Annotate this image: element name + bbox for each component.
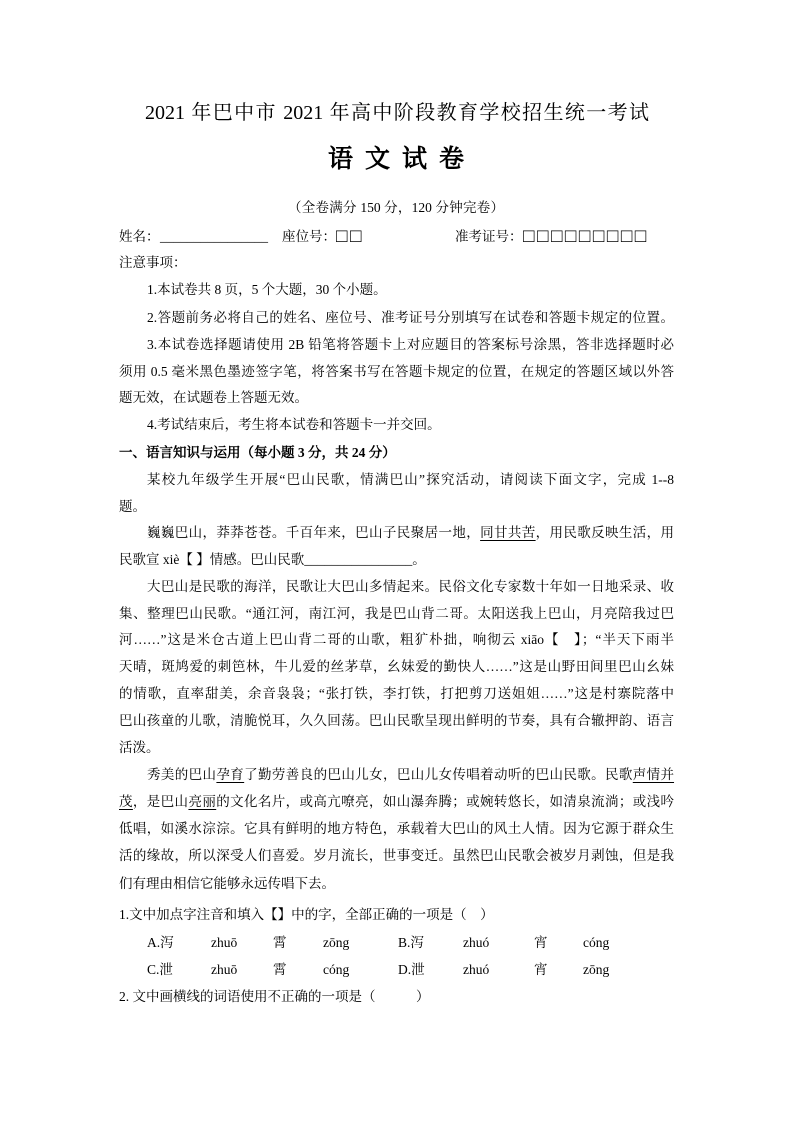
option-c-pinyin-2: cóng (323, 962, 350, 977)
question-1-options-row-1 (0, 933, 794, 953)
notice-line-1: 1.本试卷共 8 页，5 个大题，30 个小题。 (147, 282, 387, 297)
option-b-pinyin-1: zhuó (463, 935, 490, 950)
passage-p3-line-3: 低唱，如溪水淙淙。它具有鲜明的地方特色，承载着大巴山的风土人情。因为它源于群众生 (119, 821, 674, 836)
option-a-char: 霄 (273, 935, 287, 950)
passage-p2-line-3: 河……”这是米仓古道上巴山背二哥的山歌，粗犷朴拙，响彻云 xiāo【 】；“半天下雨半 (119, 632, 674, 647)
underlined-phrase: 茂 (119, 794, 133, 809)
passage-p2-line-7: 活泼。 (119, 740, 160, 755)
line-text: 秀美的巴山 (147, 767, 217, 782)
seat-label: 座位号： (282, 229, 336, 244)
question-2-stem: 2. 文中画横线的词语使用不正确的一项是（ ） (119, 989, 430, 1004)
option-d-pinyin-2: zōng (583, 962, 610, 977)
question-1-stem: 1.文中加点字注音和填入【】中的字，全部正确的一项是（ ） (119, 907, 494, 922)
passage-p3-line-5: 们有理由相信它能够永远传唱下去。 (119, 876, 335, 891)
option-c-pinyin-1: zhuō (211, 962, 238, 977)
notice-line-4: 须用 0.5 毫米黑色墨迹签字笔，将答案书写在答题卡规定的位置，在规定的答题区域以外答 (119, 364, 674, 379)
line-text: ，用民歌反映生活，用 (535, 525, 675, 540)
option-a-pinyin-2: zōng (323, 935, 350, 950)
underlined-phrase: 同甘共苦 (480, 525, 536, 540)
option-c-label: C.泄 (147, 962, 173, 977)
underlined-phrase: 亮丽 (188, 794, 217, 809)
passage-p2-line-5: 的情歌，直率甜美，余音袅袅；“张打铁，李打铁，打把剪刀送姐姐……”这是村寨院落中 (119, 686, 674, 701)
option-c-char: 霄 (273, 962, 287, 977)
notice-line-3: 3.本试卷选择题请使用 2B 铅笔将答题卡上对应题目的答案标号涂黑，答非选择题时必 (147, 337, 674, 352)
passage-p3-line-2 (119, 792, 674, 812)
option-d-label: D.泄 (398, 962, 425, 977)
option-b-label: B.泻 (398, 935, 424, 950)
line-text: 民歌宣 xiè【 】情感。巴山民歌 (119, 552, 305, 567)
seat-boxes: □□ (336, 226, 364, 247)
passage-p2-line-4: 天晴，斑鸠爱的刺笆林，牛儿爱的丝茅草，幺妹爱的勤快人……”这是山野田间里巴山幺妹 (119, 659, 674, 674)
question-1-options-row-2 (0, 960, 794, 980)
exam-number-label: 准考证号： (455, 229, 523, 244)
exam-number-boxes: □□□□□□□□□ (523, 226, 649, 247)
option-d-pinyin-1: zhuó (463, 962, 490, 977)
name-label: 姓名： (119, 229, 160, 244)
option-b-pinyin-2: cóng (583, 935, 610, 950)
notice-line-2: 2.答题前务必将自己的姓名、座位号、准考证号分别填写在试卷和答题卡规定的位置。 (147, 310, 674, 325)
underlined-phrase: 声情并 (632, 767, 675, 782)
passage-intro-line-2: 题。 (119, 499, 146, 514)
exam-subtitle: （全卷满分 150 分，120 分钟完卷） (288, 200, 504, 215)
passage-p3-line-4: 活的缘故，所以深受人们喜爱。岁月流长，世事变迁。虽然巴山民歌会被岁月剥蚀，但是我 (119, 848, 674, 863)
line-text: ，是巴山 (132, 794, 189, 809)
option-a-label: A.泻 (147, 935, 174, 950)
option-d-char: 宵 (534, 962, 548, 977)
fill-in-blank: ________________ (304, 552, 413, 567)
underlined-phrase: 孕育 (216, 767, 245, 782)
notice-line-6: 4.考试结束后，考生将本试卷和答题卡一并交回。 (147, 417, 441, 432)
passage-p2-line-1: 大巴山是民歌的海洋，民歌让大巴山多情起来。民俗文化专家数十年如一日地采录、收 (147, 579, 674, 594)
line-text: 的文化名片，或高亢嘹亮，如山瀑奔腾；或婉转悠长，如清泉流淌；或浅吟 (216, 794, 675, 809)
passage-p2-line-6: 巴山孩童的儿歌，清脆悦耳，久久回荡。巴山民歌呈现出鲜明的节奏，具有合辙押韵、语言 (119, 713, 674, 728)
line-text: 。 (412, 552, 426, 567)
notice-line-5: 题无效，在试题卷上答题无效。 (119, 390, 308, 405)
subject-heading: 语 文 试 卷 (328, 146, 464, 173)
option-a-pinyin-1: zhuō (211, 935, 238, 950)
notice-heading: 注意事项： (119, 255, 187, 270)
passage-intro-line-1: 某校九年级学生开展“巴山民歌，情满巴山”探究活动，请阅读下面文字，完成 1--8 (147, 472, 674, 487)
passage-p2-line-2: 集、整理巴山民歌。“通江河，南江河，我是巴山背二哥。太阳送我上巴山，月亮陪我过巴 (119, 606, 674, 621)
section-heading: 一、语言知识与运用（每小题 3 分，共 24 分） (119, 445, 396, 460)
candidate-info-row (0, 227, 794, 247)
line-text: 了勤劳善良的巴山儿女，巴山儿女传唱着动听的巴山民歌。民歌 (244, 767, 633, 782)
passage-p3-line-1 (147, 765, 674, 785)
passage-p1-line-2 (119, 550, 674, 570)
exam-title: 2021 年巴中市 2021 年高中阶段教育学校招生统一考试 (145, 102, 649, 124)
option-b-char: 宵 (534, 935, 548, 950)
passage-p1-line-1 (147, 523, 674, 543)
line-text: 巍巍巴山，莽莽苍苍。千百年来，巴山子民聚居一地， (147, 525, 481, 540)
name-blank: ________________ (160, 229, 268, 244)
